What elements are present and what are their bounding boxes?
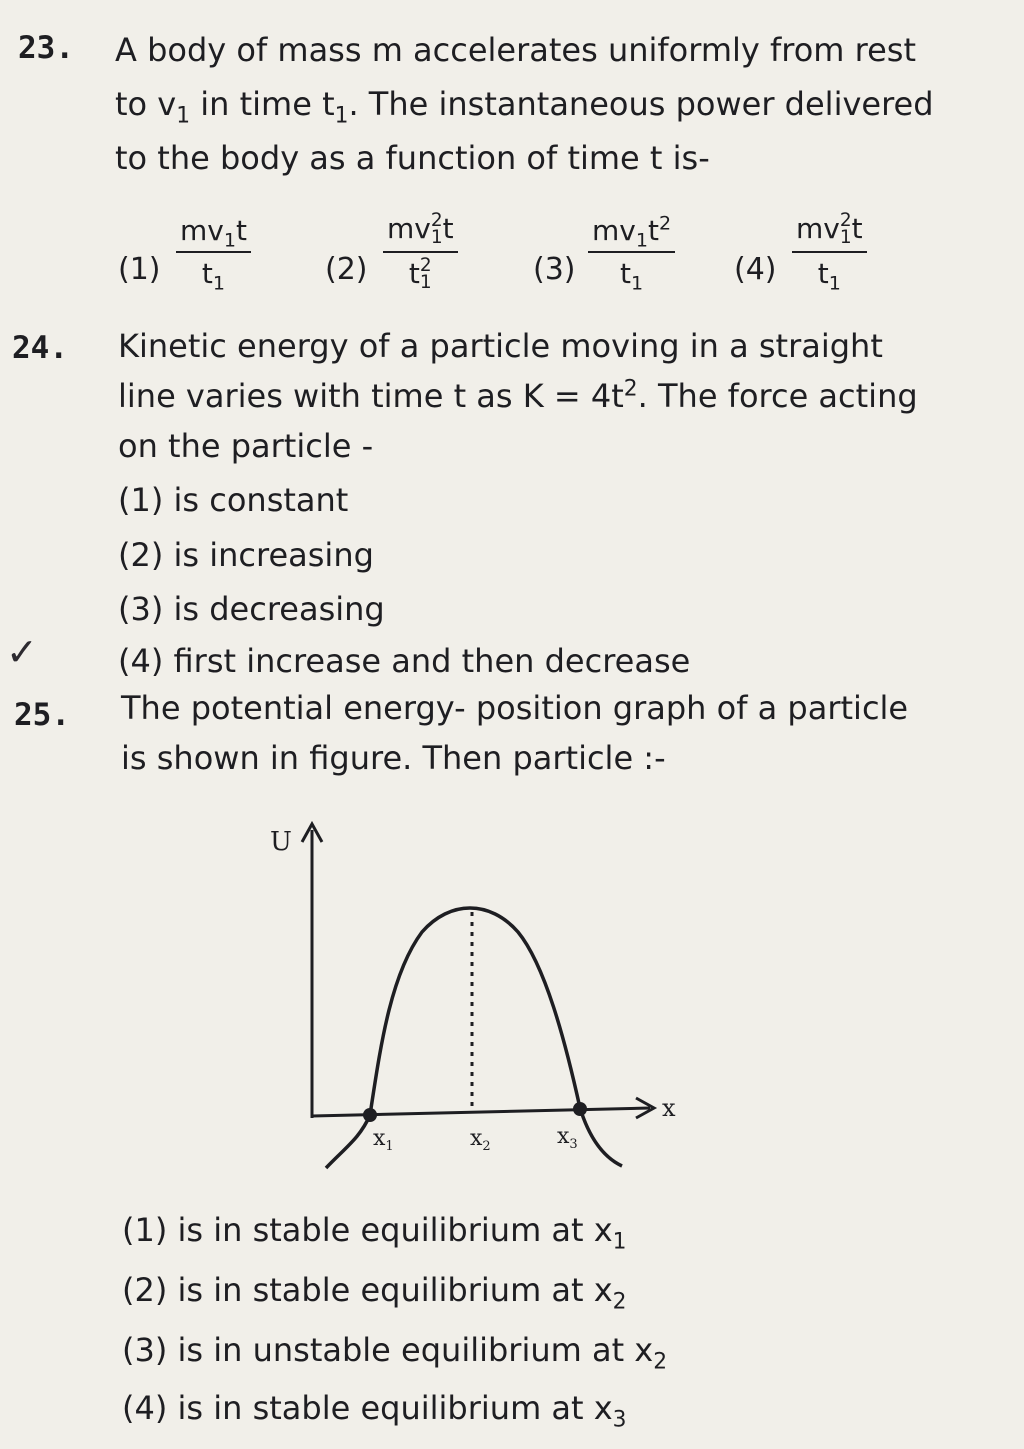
q24-option-1-label: (1)	[118, 481, 164, 519]
q24-line-2-a: line varies with time t as K = 4t	[118, 377, 624, 415]
q25-option-4-sub: 3	[612, 1407, 627, 1433]
q25-number: 25.	[14, 697, 70, 733]
q25-option-1-text: is in stable equilibrium at x	[177, 1211, 613, 1249]
q25-option-3-sub: 2	[653, 1349, 668, 1375]
q23-option-2-label: (2)	[325, 252, 368, 287]
q25-line-1: The potential energy- position graph of a particle	[121, 689, 909, 727]
q24-line-1: Kinetic energy of a particle moving in a straight	[118, 327, 883, 365]
q23-number: 23.	[18, 30, 74, 66]
q24-option-2	[118, 535, 374, 575]
q23-line-2-a: to v	[115, 85, 177, 123]
q25-option-2-sub: 2	[612, 1289, 627, 1315]
q23-o3-den-base: t	[619, 257, 631, 290]
q25-option-4	[122, 1388, 627, 1433]
q25-option-3-label: (3)	[122, 1331, 168, 1369]
q25-option-1	[122, 1210, 627, 1255]
q23-o3-num-tail: t	[647, 214, 659, 247]
q25-option-1-label: (1)	[122, 1211, 168, 1249]
q23-o2-num-sup: 2	[430, 210, 443, 232]
q23-line-1: A body of mass m accelerates uniformly from rest	[115, 31, 916, 69]
q23-o3-num-base: mv	[592, 214, 636, 247]
q23-o3-den-sub: 1	[630, 272, 644, 295]
q23-option-1-fraction	[176, 214, 251, 295]
x-axis-label: x	[662, 1094, 676, 1122]
q23-line-2	[115, 84, 934, 129]
q25-line-2: is shown in figure. Then particle :-	[121, 739, 666, 777]
x-axis	[312, 1108, 650, 1116]
potential-energy-graph	[240, 800, 700, 1190]
q23-line-2-sub-a: 1	[176, 103, 191, 129]
q24-line-2-b: . The force acting	[637, 377, 918, 415]
q23-o1-den-base: t	[201, 257, 213, 290]
q23-option-3-fraction	[588, 212, 675, 295]
point-x3-label: $x_3$	[557, 1124, 578, 1152]
point-x2-label: $x_2$	[470, 1126, 491, 1154]
q24-line-2	[118, 376, 918, 416]
q23-o2-den-base: t	[408, 256, 420, 290]
q23-o1-num-tail: t	[235, 214, 247, 247]
q23-o2-den-sub: 1	[419, 271, 432, 293]
q23-o4-num-base: mv	[796, 212, 840, 245]
q23-line-3: to the body as a function of time t is-	[115, 139, 710, 177]
q24-option-4-label: (4)	[118, 642, 164, 680]
q25-option-2	[122, 1270, 627, 1315]
q25-option-1-sub: 1	[612, 1229, 627, 1255]
q23-o1-num-sub: 1	[223, 229, 236, 252]
q24-option-1	[118, 480, 348, 520]
q24-option-4	[118, 641, 690, 681]
q23-o2-num-tail: t	[442, 212, 454, 245]
q24-option-2-label: (2)	[118, 536, 164, 574]
q24-option-3-label: (3)	[118, 590, 164, 628]
q23-option-4-label: (4)	[734, 252, 777, 287]
q23-o4-den-sub: 1	[828, 272, 841, 295]
q24-option-3	[118, 589, 385, 629]
q25-option-2-text: is in stable equilibrium at x	[177, 1271, 613, 1309]
point-x3-dot	[573, 1102, 587, 1116]
q23-option-3-label: (3)	[533, 252, 576, 287]
q24-line-2-sup: 2	[623, 376, 638, 402]
q23-option-4-fraction	[792, 210, 867, 295]
q23-o3-num-tail-sup: 2	[658, 212, 672, 235]
q24-number: 24.	[12, 330, 68, 366]
q23-o4-den-base: t	[817, 256, 829, 290]
point-x1-dot	[363, 1108, 377, 1122]
q24-option-2-text: is increasing	[173, 536, 374, 574]
q24-line-3: on the particle -	[118, 427, 374, 465]
q25-option-4-label: (4)	[122, 1389, 168, 1427]
q23-o3-num-sub: 1	[635, 229, 648, 252]
q23-o1-num-base: mv	[180, 214, 224, 247]
q24-option-3-text: is decreasing	[173, 590, 385, 628]
q23-o2-den-sup: 2	[419, 255, 432, 276]
q23-o4-num-tail: t	[851, 212, 863, 245]
q23-line-2-b: in time t	[190, 85, 335, 123]
q23-o1-den-sub: 1	[212, 272, 226, 295]
q23-o2-num-base: mv	[387, 212, 431, 245]
answer-check-mark-icon: ✓	[6, 630, 38, 674]
q25-option-3-text: is in unstable equilibrium at x	[177, 1331, 654, 1369]
q24-option-1-text: is constant	[173, 481, 349, 519]
q23-line-2-sub-b: 1	[334, 103, 349, 129]
q23-option-1-label: (1)	[118, 252, 161, 287]
q23-line-2-c: . The instantaneous power delivered	[348, 85, 934, 123]
q23-option-2-fraction	[383, 212, 458, 291]
q25-option-4-text: is in stable equilibrium at x	[177, 1389, 613, 1427]
q25-option-3	[122, 1330, 668, 1375]
q23-o4-num-sub: 1	[839, 227, 852, 248]
q25-option-2-label: (2)	[122, 1271, 168, 1309]
q23-o2-num-sub: 1	[430, 227, 443, 248]
q23-o4-num-sup: 2	[839, 210, 852, 232]
y-axis-label: U	[270, 827, 292, 857]
point-x1-label: $x_1$	[373, 1126, 394, 1154]
q24-option-4-text: first increase and then decrease	[173, 642, 691, 680]
